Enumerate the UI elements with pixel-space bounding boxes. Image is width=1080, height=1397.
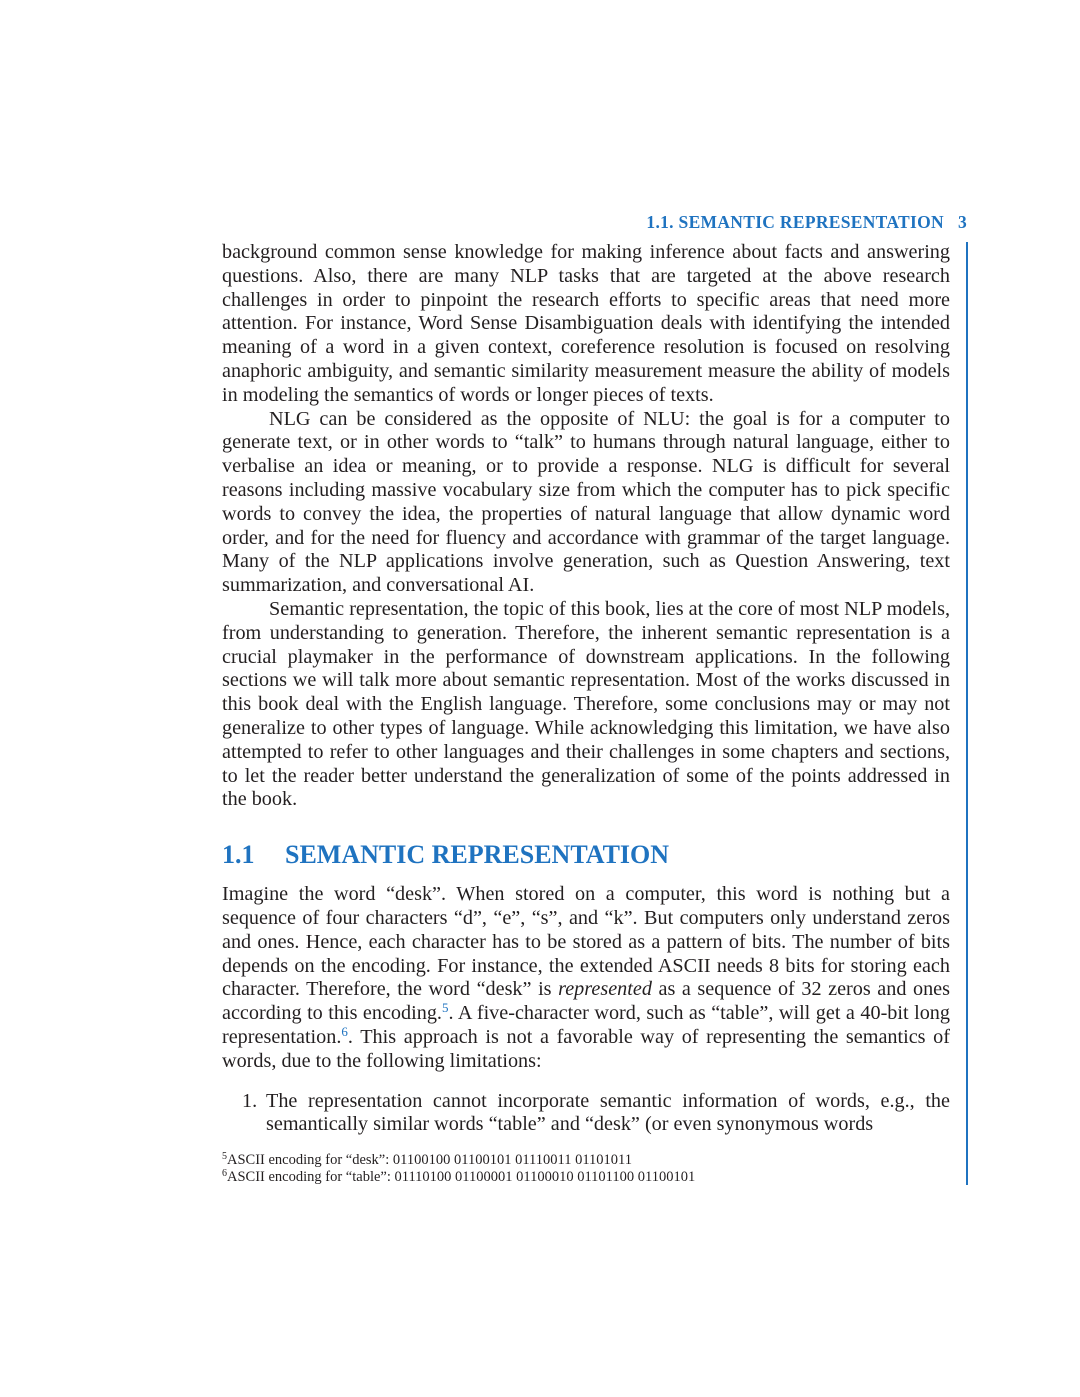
footnote-ref-6[interactable]: 6 [341, 1023, 348, 1039]
emphasis-represented: represented [558, 978, 652, 1001]
paragraph-semantic-representation: Semantic representation, the topic of this book, lies at the core of most NLP models, from understanding to generation. Therefore, the inherent semantic representation is a crucial playmaker in the performance of downstream applications. In the following sections we will talk more about semantic representation. Most of the works discussed in this book deal with the English language. Therefore, some conclusions may or may not generalize to other types of language. While acknowledging this limitation, we have also attempted to refer to other languages and their challenges in some chapters and sections, to let the reader better understand the generalization of some of the points addressed in the book. [222, 597, 950, 811]
limitations-list [222, 1090, 950, 1138]
section-paragraph-part1: Imagine the word “desk”. When stored on a computer, this word is nothing but a sequence of four characters “d”, “e”, “s”, and “k”. But computers only understand zeros and ones. Hence, each character has to be stored as a pattern of bits. The number of bits depends on the encoding. For instance, the extended ASCII needs 8 bits for storing each character. Therefore, the word “desk” is [222, 883, 950, 1001]
footnote-text: ASCII encoding for “desk”: 01100100 01100101 01110011 01101011 [227, 1152, 633, 1168]
margin-rule [966, 242, 968, 1185]
list-item-text: The representation cannot incorporate semantic information of words, e.g., the semantically similar words “table” and “desk” (or even synonymous words [266, 1089, 950, 1136]
footnotes [222, 1152, 950, 1186]
section-paragraph-part3: . A five-character word, such as “table”, will get a 40-bit long representation. [222, 1002, 950, 1048]
section-paragraph [222, 883, 950, 1073]
running-head [222, 212, 967, 233]
section-title: SEMANTIC REPRESENTATION [285, 840, 670, 870]
footnote-5 [222, 1152, 950, 1169]
footnote-mark: 5 [222, 1151, 227, 1162]
paragraph-continued: background common sense knowledge for making inference about facts and answering questions. Also, there are many NLP tasks that are targeted at the above research challenges in order to pinpoint the research efforts to specific areas that need more attention. For instance, Word Sense Disambiguation deals with identifying the intended meaning of a word in a given context, coreference resolution is focused on resolving anaphoric ambiguity, and semantic similarity measurement measure the ability of models in modeling the semantics of words or longer pieces of texts. [222, 241, 950, 406]
list-item-marker: 1. [242, 1089, 258, 1112]
section-paragraph-part4: . This approach is not a favorable way of representing the semantics of words, due to the following limitations: [222, 1025, 950, 1072]
section-number: 1.1 [222, 840, 255, 870]
footnote-ref-5[interactable]: 5 [441, 1000, 449, 1016]
paragraph-nlg: NLG can be considered as the opposite of NLU: the goal is for a computer to generate text, or in other words to “talk” to humans through natural language, either to verbalise an idea or meaning, or to provide a response. NLG is difficult for several reasons including massive vocabulary size from which the computer has to pick specific words to convey the idea, the properties of natural language that allow dynamic word order, and for the need for fluency and accordance with grammar of the target language. Many of the NLP applications involve generation, such as Question Answering, text summarization, and conversational AI. [222, 407, 950, 597]
footnote-mark: 6 [222, 1168, 227, 1179]
list-item [222, 1090, 950, 1138]
body-text [222, 241, 950, 1137]
section-paragraph-part2: as a sequence of 32 zeros and ones according to this encoding. [222, 978, 950, 1025]
footnote-6 [222, 1169, 950, 1186]
section-heading [222, 840, 950, 870]
footnote-text: ASCII encoding for “table”: 01110100 01100001 01100010 01101100 01100101 [227, 1169, 696, 1185]
running-head-title: 1.1. SEMANTIC REPRESENTATION [646, 212, 944, 232]
page-number: 3 [957, 212, 967, 232]
